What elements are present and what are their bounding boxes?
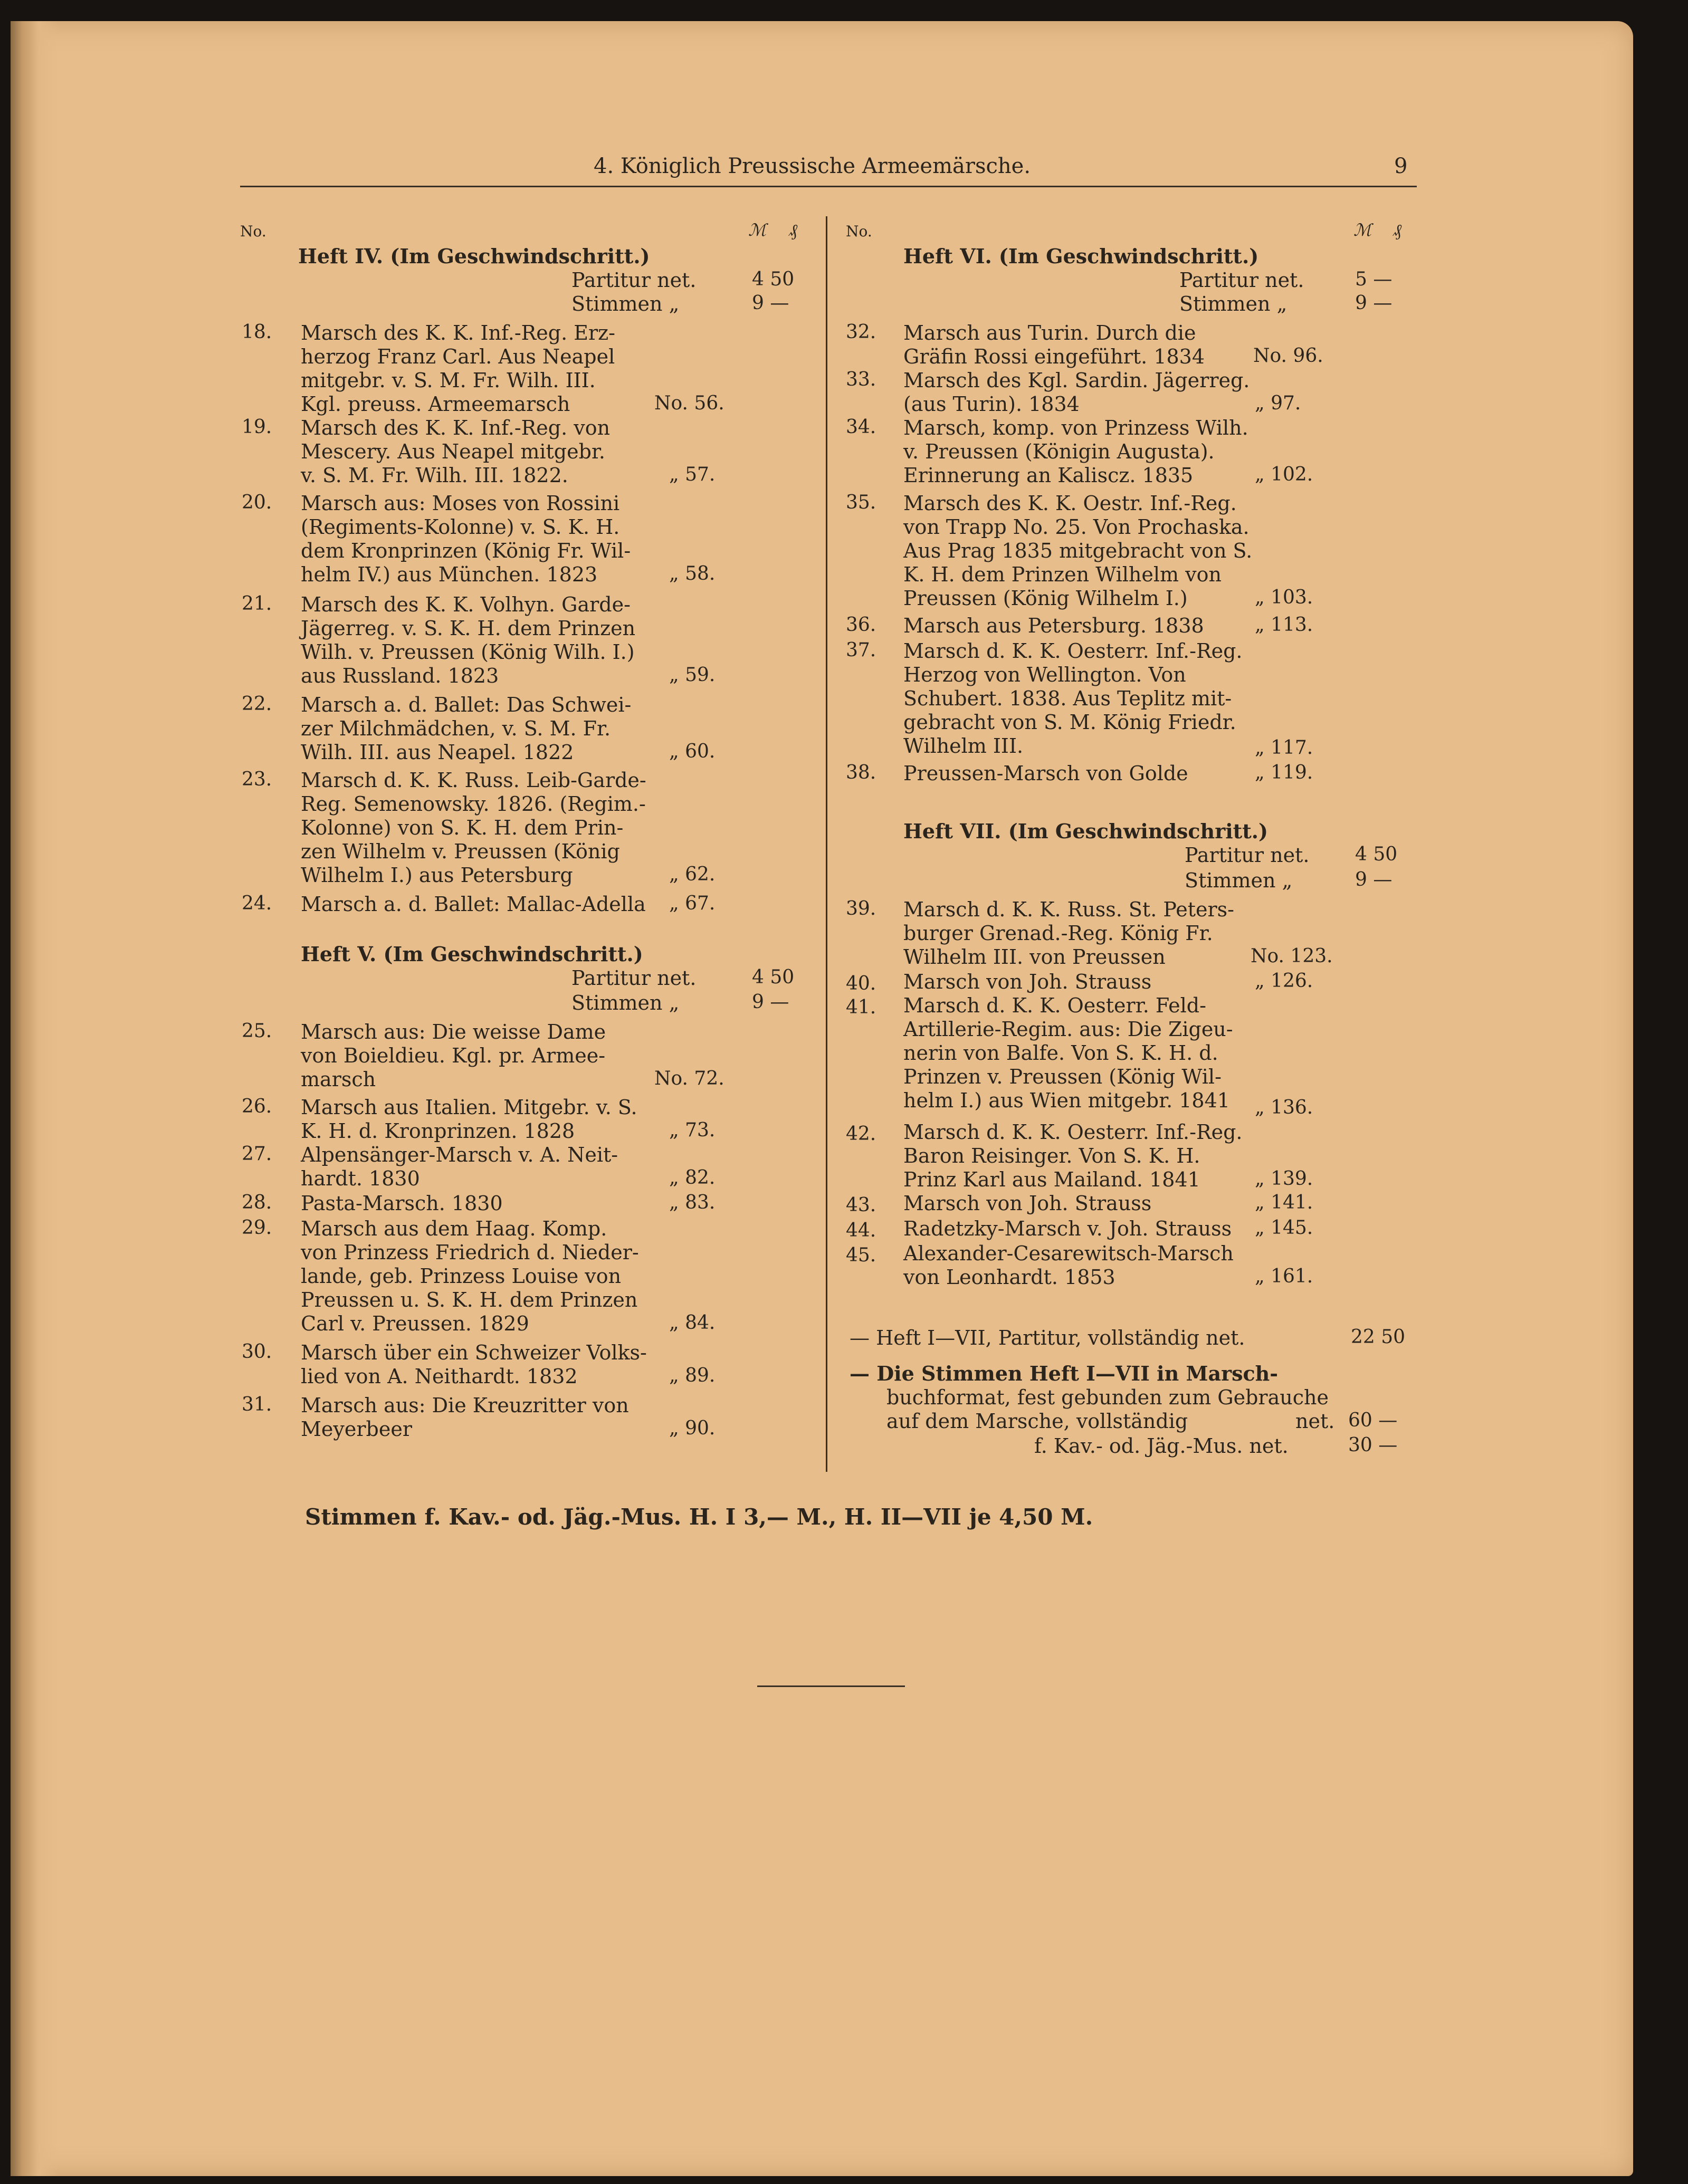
- entry-number: 35.: [846, 492, 876, 513]
- entry-line: Pasta-Marsch. 1830: [301, 1192, 503, 1215]
- footer-note: Stimmen f. Kav.- od. Jäg.-Mus. H. I 3,— M., H. II—VII je 4,50 M.: [305, 1504, 1093, 1530]
- catalog-number: „ 67.: [669, 893, 716, 914]
- entry-number: 33.: [846, 369, 876, 390]
- complete-score-line: — Heft I—VII, Partitur, vollständig net.: [850, 1326, 1245, 1349]
- entry-line: von Trapp No. 25. Von Prochaska.: [903, 515, 1250, 539]
- entry-number: 32.: [846, 321, 876, 343]
- entry-line: Wilh. III. aus Neapel. 1822: [301, 741, 574, 764]
- catalog-number: No. 72.: [654, 1068, 724, 1089]
- complete-parts-line: — Die Stimmen Heft I—VII in Marsch-: [850, 1362, 1279, 1385]
- entry-number: 23.: [242, 769, 272, 790]
- entry-line: Kolonne) von S. K. H. dem Prin-: [301, 816, 624, 839]
- catalog-number: „ 119.: [1255, 762, 1313, 783]
- entry-number: 21.: [242, 593, 272, 615]
- running-header-title: 4. Königlich Preussische Armeemärsche.: [594, 154, 1031, 178]
- entry-line: Marsch a. d. Ballet: Das Schwei-: [301, 693, 632, 716]
- catalog-number: „ 90.: [669, 1417, 716, 1439]
- catalog-number: „ 60.: [669, 741, 716, 762]
- entry-line: Marsch des K. K. Inf.-Reg. von: [301, 416, 611, 439]
- entry-line: Baron Reisinger. Von S. K. H.: [903, 1144, 1200, 1167]
- entry-line: Gräfin Rossi eingeführt. 1834: [903, 345, 1205, 368]
- entry-number: 22.: [242, 693, 272, 715]
- entry-line: gebracht von S. M. König Friedr.: [903, 711, 1236, 734]
- price: 4 50: [752, 966, 795, 988]
- entry-number: 40.: [846, 973, 876, 994]
- entry-number: 26.: [242, 1096, 272, 1117]
- entry-number: 29.: [242, 1217, 272, 1239]
- entry-line: Marsch des K. K. Volhyn. Garde-: [301, 593, 631, 616]
- catalog-number: „ 82.: [669, 1167, 716, 1189]
- entry-line: Alexander-Cesarewitsch-Marsch: [903, 1242, 1234, 1265]
- entry-line: Jägerreg. v. S. K. H. dem Prinzen: [301, 617, 636, 640]
- entry-number: 20.: [242, 492, 272, 513]
- entry-line: helm I.) aus Wien mitgebr. 1841: [903, 1089, 1230, 1112]
- page-number: 9: [1394, 154, 1408, 178]
- left-mark-heading: ℳ: [748, 220, 767, 240]
- heft-v-heading: Heft V. (Im Geschwindschritt.): [301, 942, 643, 966]
- price-label: Partitur net.: [571, 966, 697, 990]
- entry-line: Marsch des Kgl. Sardin. Jägerreg.: [903, 369, 1250, 392]
- entry-number: 36.: [846, 614, 876, 636]
- entry-line: helm IV.) aus München. 1823: [301, 563, 598, 586]
- catalog-number: „ 126.: [1255, 970, 1313, 992]
- entry-line: Prinz Karl aus Mailand. 1841: [903, 1168, 1200, 1191]
- left-no-heading: No.: [240, 223, 266, 240]
- entry-number: 42.: [846, 1123, 876, 1145]
- price: 9 —: [1355, 869, 1393, 890]
- entry-line: Aus Prag 1835 mitgebracht von S.: [903, 539, 1253, 562]
- page-fold-shadow: [11, 21, 58, 2176]
- entry-number: 31.: [242, 1394, 272, 1415]
- entry-line: Artillerie-Regim. aus: Die Zigeu-: [903, 1018, 1233, 1041]
- right-mark-heading: ℳ: [1353, 220, 1372, 240]
- catalog-number: „ 83.: [669, 1192, 716, 1213]
- entry-line: Wilhelm I.) aus Petersburg: [301, 864, 573, 887]
- entry-line: Marsch aus: Die Kreuzritter von: [301, 1394, 629, 1417]
- entry-number: 37.: [846, 639, 876, 661]
- entry-line: K. H. d. Kronprinzen. 1828: [301, 1119, 575, 1143]
- price: 9 —: [1355, 292, 1393, 314]
- entry-line: Kgl. preuss. Armeemarsch: [301, 392, 570, 416]
- catalog-number: „ 97.: [1255, 392, 1301, 414]
- heft-iv-heading: Heft IV. (Im Geschwindschritt.): [298, 244, 650, 268]
- price: 4 50: [752, 269, 795, 290]
- entry-line: v. Preussen (Königin Augusta).: [903, 440, 1215, 463]
- price-label: Stimmen „: [571, 292, 680, 315]
- catalog-number: „ 117.: [1255, 737, 1313, 759]
- entry-line: Marsch aus: Die weisse Dame: [301, 1020, 606, 1043]
- entry-line: Marsch aus Petersburg. 1838: [903, 614, 1204, 637]
- entry-line: zer Milchmädchen, v. S. M. Fr.: [301, 717, 611, 740]
- entry-line: Reg. Semenowsky. 1826. (Regim.-: [301, 792, 646, 816]
- entry-line: Carl v. Preussen. 1829: [301, 1312, 529, 1335]
- entry-number: 28.: [242, 1192, 272, 1213]
- entry-line: Radetzky-Marsch v. Joh. Strauss: [903, 1217, 1232, 1240]
- entry-line: Marsch d. K. K. Oesterr. Feld-: [903, 994, 1206, 1017]
- entry-line: Wilhelm III.: [903, 734, 1024, 758]
- entry-line: herzog Franz Carl. Aus Neapel: [301, 345, 615, 368]
- entry-line: nerin von Balfe. Von S. K. H. d.: [903, 1041, 1218, 1065]
- entry-line: Marsch des K. K. Inf.-Reg. Erz-: [301, 321, 616, 344]
- entry-line: Marsch aus Turin. Durch die: [903, 321, 1196, 344]
- entry-line: lande, geb. Prinzess Louise von: [301, 1265, 622, 1288]
- catalog-number: „ 62.: [669, 864, 716, 885]
- entry-line: K. H. dem Prinzen Wilhelm von: [903, 563, 1222, 586]
- entry-number: 25.: [242, 1020, 272, 1042]
- entry-number: 30.: [242, 1341, 272, 1363]
- entry-number: 39.: [846, 898, 876, 919]
- entry-number: 24.: [242, 893, 272, 914]
- right-pfennig-heading: ₰: [1393, 220, 1401, 240]
- catalog-number: No. 123.: [1251, 945, 1333, 967]
- entry-line: (Regiments-Kolonne) v. S. K. H.: [301, 515, 620, 539]
- catalog-number: „ 102.: [1255, 464, 1313, 485]
- entry-line: marsch: [301, 1068, 376, 1091]
- entry-line: Prinzen v. Preussen (König Wil-: [903, 1065, 1222, 1088]
- right-no-heading: No.: [846, 223, 872, 240]
- entry-line: zen Wilhelm v. Preussen (König: [301, 840, 620, 863]
- catalog-number: „ 103.: [1255, 587, 1313, 608]
- catalog-number: No. 56.: [654, 392, 724, 414]
- catalog-number: „ 145.: [1255, 1217, 1313, 1239]
- catalog-number: No. 96.: [1253, 345, 1323, 367]
- catalog-number: „ 57.: [669, 464, 716, 485]
- entry-line: Marsch a. d. Ballet: Mallac-Adella: [301, 893, 646, 916]
- entry-line: v. S. M. Fr. Wilh. III. 1822.: [301, 464, 568, 487]
- price: 9 —: [752, 991, 789, 1013]
- entry-line: Marsch aus Italien. Mitgebr. v. S.: [301, 1096, 637, 1119]
- entry-line: (aus Turin). 1834: [903, 392, 1080, 416]
- entry-line: von Prinzess Friedrich d. Nieder-: [301, 1241, 639, 1264]
- entry-line: Alpensänger-Marsch v. A. Neit-: [301, 1143, 618, 1166]
- entry-line: Marsch, komp. von Prinzess Wilh.: [903, 416, 1248, 439]
- entry-line: von Leonhardt. 1853: [903, 1266, 1115, 1289]
- catalog-number: „ 89.: [669, 1365, 716, 1386]
- entry-line: von Boieldieu. Kgl. pr. Armee-: [301, 1044, 606, 1067]
- entry-number: 34.: [846, 416, 876, 438]
- complete-parts-line: f. Kav.- od. Jäg.-Mus. net.: [1034, 1434, 1289, 1458]
- catalog-number: „ 59.: [669, 664, 716, 686]
- entry-line: Marsch d. K. K. Oesterr. Inf.-Reg.: [903, 639, 1243, 663]
- entry-line: Marsch des K. K. Oestr. Inf.-Reg.: [903, 492, 1237, 515]
- catalog-number: „ 161.: [1255, 1266, 1313, 1287]
- catalog-number: „ 141.: [1255, 1192, 1313, 1213]
- price: 5 —: [1355, 269, 1393, 290]
- entry-number: 45.: [846, 1244, 876, 1266]
- entry-line: Mescery. Aus Neapel mitgebr.: [301, 440, 606, 463]
- entry-line: Marsch von Joh. Strauss: [903, 1192, 1152, 1215]
- entry-line: Marsch aus dem Haag. Komp.: [301, 1217, 607, 1240]
- entry-line: Marsch über ein Schweizer Volks-: [301, 1341, 647, 1364]
- heft-vii-heading: Heft VII. (Im Geschwindschritt.): [903, 819, 1268, 843]
- entry-number: 44.: [846, 1220, 876, 1241]
- heft-vi-heading: Heft VI. (Im Geschwindschritt.): [903, 244, 1259, 268]
- catalog-number: „ 84.: [669, 1312, 716, 1334]
- entry-line: Wilh. v. Preussen (König Wilh. I.): [301, 640, 635, 664]
- entry-line: Preussen u. S. K. H. dem Prinzen: [301, 1288, 638, 1311]
- entry-line: Marsch aus: Moses von Rossini: [301, 492, 620, 515]
- entry-number: 41.: [846, 997, 876, 1018]
- catalog-number: „ 139.: [1255, 1168, 1313, 1190]
- catalog-number: „ 73.: [669, 1119, 716, 1141]
- price: 9 —: [752, 292, 789, 314]
- complete-parts-line: auf dem Marsche, vollständig: [886, 1410, 1188, 1433]
- entry-line: Marsch d. K. K. Russ. Leib-Garde-: [301, 769, 646, 792]
- entry-line: dem Kronprinzen (König Fr. Wil-: [301, 539, 631, 562]
- entry-line: Erinnerung an Kaliscz. 1835: [903, 464, 1194, 487]
- complete-parts-line: buchformat, fest gebunden zum Gebrauche: [886, 1386, 1329, 1409]
- entry-line: Schubert. 1838. Aus Teplitz mit-: [903, 687, 1232, 710]
- price-label: Stimmen „: [1179, 292, 1288, 315]
- price-label: Partitur net.: [571, 269, 697, 292]
- entry-line: aus Russland. 1823: [301, 664, 499, 687]
- price: 22 50: [1351, 1326, 1406, 1348]
- price: 60 —: [1348, 1410, 1398, 1431]
- entry-line: Preussen-Marsch von Golde: [903, 762, 1188, 785]
- entry-number: 18.: [242, 321, 272, 343]
- entry-number: 43.: [846, 1194, 876, 1216]
- price-label: Partitur net.: [1185, 844, 1310, 867]
- price: 4 50: [1355, 844, 1398, 865]
- left-pfennig-heading: ₰: [789, 220, 797, 240]
- end-rule: [757, 1685, 905, 1687]
- price-label: Stimmen „: [571, 991, 680, 1014]
- entry-line: Herzog von Wellington. Von: [903, 663, 1186, 686]
- entry-line: Marsch von Joh. Strauss: [903, 970, 1152, 993]
- entry-line: burger Grenad.-Reg. König Fr.: [903, 922, 1213, 945]
- entry-line: mitgebr. v. S. M. Fr. Wilh. III.: [301, 369, 596, 392]
- entry-number: 38.: [846, 762, 876, 783]
- entry-number: 27.: [242, 1143, 272, 1165]
- price-label: net.: [1295, 1410, 1335, 1433]
- price: 30 —: [1348, 1434, 1398, 1456]
- column-divider: [826, 216, 827, 1472]
- entry-line: Marsch d. K. K. Oesterr. Inf.-Reg.: [903, 1120, 1243, 1144]
- entry-number: 19.: [242, 416, 272, 438]
- entry-line: Meyerbeer: [301, 1417, 412, 1441]
- catalog-number: „ 113.: [1255, 614, 1313, 636]
- catalog-number: „ 58.: [669, 563, 716, 585]
- price-label: Partitur net.: [1179, 269, 1304, 292]
- price-label: Stimmen „: [1185, 869, 1293, 892]
- entry-line: lied von A. Neithardt. 1832: [301, 1365, 578, 1388]
- entry-line: hardt. 1830: [301, 1167, 420, 1190]
- entry-line: Wilhelm III. von Preussen: [903, 945, 1166, 969]
- entry-line: Preussen (König Wilhelm I.): [903, 587, 1188, 610]
- catalog-number: „ 136.: [1255, 1097, 1313, 1118]
- entry-line: Marsch d. K. K. Russ. St. Peters-: [903, 898, 1234, 921]
- header-rule: [240, 186, 1417, 187]
